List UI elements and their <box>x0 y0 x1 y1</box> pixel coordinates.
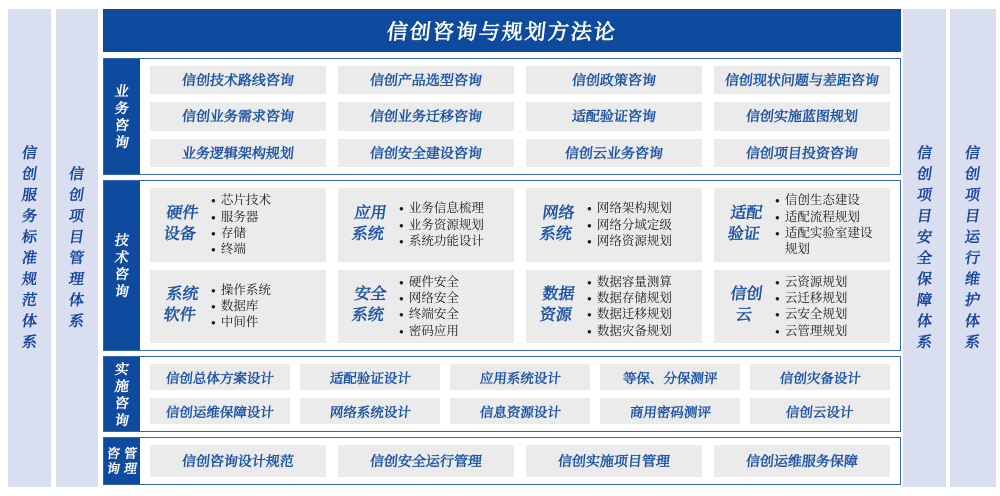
business-item <box>338 139 514 167</box>
bullet-item-text: ● 中间件 <box>220 315 259 330</box>
bullet-item <box>211 282 320 298</box>
bullet-item-text: ● 操作系统 <box>220 282 271 297</box>
business-item-label: 信创业务迁移咨询 <box>369 108 483 125</box>
bullet-item-text: ● 数据迁移规划 <box>596 307 672 322</box>
technical-group-bullets <box>211 282 320 331</box>
label-char: 体 <box>68 292 86 309</box>
management-item <box>150 445 326 477</box>
management-item <box>338 445 514 477</box>
bullet-item <box>587 200 696 216</box>
implementation-item-label: 信创总体方案设计 <box>165 371 275 386</box>
bullet-item <box>775 290 884 306</box>
bullet-item-text: ● 网络安全 <box>408 291 459 305</box>
bullet-item <box>399 200 508 216</box>
label-char: 管 <box>68 250 86 267</box>
implementation-item-label: 应用系统设计 <box>478 371 562 386</box>
technical-group-bullets <box>775 274 884 339</box>
implementation-item <box>450 364 590 390</box>
label-char: 询 <box>105 461 122 476</box>
bullet-item <box>211 225 320 241</box>
business-item-label: 信创现状问题与差距咨询 <box>724 72 880 89</box>
technical-group-bullets <box>587 200 696 249</box>
bullet-item <box>399 306 508 322</box>
pillar-service-standard-system <box>8 9 51 487</box>
business-item <box>150 139 326 167</box>
bullet-item <box>587 306 696 322</box>
section-label <box>115 362 129 427</box>
bullet-item-text: ● 网络资源规划 <box>596 233 672 248</box>
label-char: 务 <box>20 208 39 225</box>
label-char: 施 <box>113 377 131 394</box>
label-char: 务 <box>113 100 131 116</box>
business-item-label: 信创项目投资咨询 <box>745 144 859 161</box>
bullet-item-text: ● 云迁移规划 <box>784 291 848 305</box>
bullet-item-text: ● 终端 <box>220 242 246 256</box>
implementation-item-label: 信创灾备设计 <box>778 371 862 386</box>
label-char: 项 <box>68 208 86 225</box>
label-char: 护 <box>964 292 982 309</box>
section-business-grid <box>140 59 900 174</box>
technical-group-bullets <box>399 274 508 339</box>
bullet-item <box>399 217 508 233</box>
label-char: 创 <box>68 187 86 204</box>
bullet-item-text: ● 终端安全 <box>408 307 459 322</box>
implementation-item <box>600 364 740 390</box>
bullet-item <box>587 233 696 249</box>
label-char: 系 <box>915 334 934 351</box>
bullet-item-text: ● 云管理规划 <box>784 323 848 338</box>
section-implementation-consulting <box>103 356 901 432</box>
section-label <box>115 233 129 298</box>
management-item-label: 信创实施项目管理 <box>557 453 671 469</box>
technical-group-title-text: 应用系统 <box>350 204 388 243</box>
label-char: 体 <box>964 313 982 330</box>
label-char: 安 <box>915 229 934 246</box>
label-char: 咨 <box>105 446 122 461</box>
technical-group-title-text: 信创云 <box>729 286 764 325</box>
implementation-item <box>750 364 890 390</box>
technical-group-title <box>348 204 390 246</box>
implementation-item-label: 信息资源设计 <box>478 405 562 420</box>
section-business-label-column <box>104 59 140 174</box>
technical-group-title-text: 网络系统 <box>538 204 576 243</box>
label-char: 保 <box>915 271 934 288</box>
technical-group-title <box>160 204 202 246</box>
bullet-item-text: ● 服务器 <box>220 209 259 224</box>
label-char: 咨 <box>113 394 131 411</box>
technical-group-bullets <box>211 192 320 257</box>
label-char: 范 <box>20 292 39 309</box>
business-item <box>150 66 326 94</box>
bullet-item-text: ● 存储 <box>220 225 246 240</box>
label-char: 项 <box>964 187 982 204</box>
technical-group-title <box>348 285 390 327</box>
label-char: 询 <box>113 134 131 150</box>
label-char: 系 <box>964 334 982 351</box>
business-item <box>526 66 702 94</box>
bullet-item <box>399 323 508 339</box>
business-item-label: 业务逻辑架构规划 <box>181 144 295 161</box>
label-char: 服 <box>20 187 39 204</box>
bullet-item <box>775 192 884 208</box>
diagram-title-bar <box>103 9 901 52</box>
section-implementation-grid <box>140 357 900 431</box>
bullet-item-text: ● 网络分域定级 <box>596 217 672 232</box>
technical-group-title <box>160 285 202 327</box>
section-label-col-1 <box>107 447 120 475</box>
label-char: 系 <box>20 334 39 351</box>
implementation-item <box>300 364 440 390</box>
bullet-item <box>211 314 320 330</box>
bullet-item-text: ● 网络架构规划 <box>596 201 672 216</box>
label-char: 咨 <box>113 117 131 133</box>
bullet-item <box>211 192 320 208</box>
technical-group-title-text: 安全系统 <box>350 286 388 325</box>
label-char: 理 <box>122 461 139 476</box>
label-char: 项 <box>915 187 934 204</box>
technical-group <box>526 270 702 344</box>
bullet-item-text: ● 数据存储规划 <box>596 291 672 305</box>
bullet-item-text: ● 信创生态建设 <box>784 193 860 208</box>
technical-group-title-text: 硬件设备 <box>162 204 200 243</box>
section-consulting-management <box>103 437 901 485</box>
section-label-col-2 <box>124 447 137 475</box>
business-item <box>150 102 326 130</box>
business-item-label: 信创政策咨询 <box>571 72 657 89</box>
technical-group-bullets <box>399 200 508 249</box>
label-char: 标 <box>20 229 39 246</box>
bullet-item-text: ● 云安全规划 <box>784 307 848 322</box>
section-business-consulting <box>103 58 901 175</box>
label-char: 障 <box>915 292 934 309</box>
label-char: 运 <box>964 229 982 246</box>
bullet-item-text: ● 数据灾备规划 <box>596 323 672 338</box>
pillar-label <box>22 146 37 350</box>
label-char: 准 <box>20 250 39 267</box>
label-char: 咨 <box>113 266 131 282</box>
technical-group-bullets <box>775 192 884 257</box>
label-char: 询 <box>113 411 131 428</box>
implementation-item-label: 等保、分保测评 <box>621 371 718 386</box>
business-item <box>714 139 890 167</box>
bullet-item <box>587 290 696 306</box>
bullet-item <box>211 298 320 314</box>
label-char: 技 <box>113 232 131 248</box>
bullet-item <box>399 274 508 290</box>
technical-group <box>526 188 702 262</box>
implementation-item-label: 适配验证设计 <box>328 371 412 386</box>
management-item <box>714 445 890 477</box>
section-management-grid <box>140 438 900 484</box>
business-item-label: 信创安全建设咨询 <box>369 144 483 161</box>
bullet-item-text: ● 系统功能设计 <box>408 233 484 248</box>
main-column <box>103 9 901 490</box>
technical-group <box>150 188 326 262</box>
technical-group-title <box>536 285 578 327</box>
implementation-item-label: 信创云设计 <box>785 405 855 420</box>
business-item <box>714 102 890 130</box>
implementation-item <box>600 398 740 424</box>
bullet-item <box>211 241 320 257</box>
business-item <box>714 66 890 94</box>
bullet-item <box>775 225 884 258</box>
label-char: 全 <box>915 250 934 267</box>
bullet-item <box>775 209 884 225</box>
label-char: 创 <box>915 166 934 183</box>
bullet-item <box>587 217 696 233</box>
bullet-item <box>399 290 508 306</box>
implementation-item-label: 商用密码测评 <box>628 405 712 420</box>
section-management-label-column <box>104 438 140 484</box>
label-char: 信 <box>964 145 982 162</box>
implementation-item-label: 网络系统设计 <box>328 405 412 420</box>
bullet-item-text: ● 云资源规划 <box>784 274 848 289</box>
business-item-label: 信创云业务咨询 <box>564 144 664 161</box>
label-char: 体 <box>915 313 934 330</box>
technical-group-title <box>724 204 766 246</box>
bullet-item-text: ● 数据容量测算 <box>596 274 672 289</box>
section-technical-label-column <box>104 181 140 350</box>
bullet-item-text: ● 密码应用 <box>408 323 459 338</box>
technical-group-bullets <box>587 274 696 339</box>
label-char: 创 <box>964 166 982 183</box>
label-char: 业 <box>113 83 131 99</box>
pillar-operation-maintenance-system <box>950 9 996 487</box>
label-char: 目 <box>915 208 934 225</box>
management-item-label: 信创运维服务保障 <box>745 453 859 469</box>
bullet-item-text: ● 业务信息梳理 <box>408 201 484 216</box>
management-item-label: 信创安全运行管理 <box>369 453 483 469</box>
label-char: 创 <box>20 166 39 183</box>
label-char: 信 <box>20 145 39 162</box>
business-item <box>338 66 514 94</box>
technical-group <box>714 188 890 262</box>
technical-group-title <box>724 285 766 327</box>
pillar-project-management-system <box>56 9 98 487</box>
section-implementation-label-column <box>104 357 140 431</box>
pillar-security-assurance-system <box>903 9 946 487</box>
business-item-label: 适配验证咨询 <box>571 108 657 125</box>
technical-group-title-text: 数据资源 <box>538 286 576 325</box>
diagram-title: 信创咨询与规划方法论 <box>385 20 619 44</box>
business-item <box>526 102 702 130</box>
label-char: 实 <box>113 360 131 377</box>
technical-group <box>338 270 514 344</box>
business-item-label: 信创技术路线咨询 <box>181 72 295 89</box>
technical-group-title-text: 适配验证 <box>726 204 764 243</box>
technical-group <box>714 270 890 344</box>
technical-group-title <box>536 204 578 246</box>
label-char: 信 <box>915 145 934 162</box>
pillar-label <box>69 167 84 329</box>
implementation-item <box>450 398 590 424</box>
label-char: 目 <box>68 229 86 246</box>
bullet-item-text: ● 数据库 <box>220 299 259 314</box>
implementation-item <box>300 398 440 424</box>
implementation-item <box>750 398 890 424</box>
bullet-item <box>775 274 884 290</box>
management-item <box>526 445 702 477</box>
label-char: 管 <box>122 446 139 461</box>
business-item <box>526 139 702 167</box>
label-char: 行 <box>964 250 982 267</box>
section-technical-grid <box>140 181 900 350</box>
section-label <box>107 447 137 475</box>
label-char: 目 <box>964 208 982 225</box>
technical-group-title-text: 系统软件 <box>162 286 200 325</box>
section-technical-consulting <box>103 180 901 351</box>
technical-group <box>150 270 326 344</box>
implementation-item <box>150 398 290 424</box>
bullet-item-text: ● 业务资源规划 <box>408 217 484 232</box>
bullet-item <box>211 209 320 225</box>
pillar-label <box>917 146 932 350</box>
business-item-label: 信创业务需求咨询 <box>181 108 295 125</box>
bullet-item <box>775 323 884 339</box>
label-char: 系 <box>68 313 86 330</box>
business-item-label: 信创产品选型咨询 <box>369 72 483 89</box>
label-char: 询 <box>113 283 131 299</box>
bullet-item <box>587 274 696 290</box>
bullet-item-text: ● 适配流程规划 <box>784 209 860 224</box>
implementation-item-label: 信创运维保障设计 <box>165 405 275 420</box>
label-char: 理 <box>68 271 86 288</box>
pillar-label <box>965 146 980 350</box>
technical-group <box>338 188 514 262</box>
bullet-item <box>775 306 884 322</box>
business-item-label: 信创实施蓝图规划 <box>745 108 859 125</box>
label-char: 体 <box>20 313 39 330</box>
business-item <box>338 102 514 130</box>
bullet-item-text: ● 硬件安全 <box>408 274 459 289</box>
label-char: 术 <box>113 249 131 265</box>
label-char: 信 <box>68 166 86 183</box>
label-char: 规 <box>20 271 39 288</box>
section-label <box>115 84 129 149</box>
bullet-item <box>587 323 696 339</box>
management-item-label: 信创咨询设计规范 <box>181 453 295 469</box>
bullet-item-text: ● 芯片技术 <box>220 193 271 208</box>
label-char: 维 <box>964 271 982 288</box>
bullet-item-text: ● 适配实验室建设规划 <box>784 225 873 256</box>
implementation-item <box>150 364 290 390</box>
bullet-item <box>399 233 508 249</box>
